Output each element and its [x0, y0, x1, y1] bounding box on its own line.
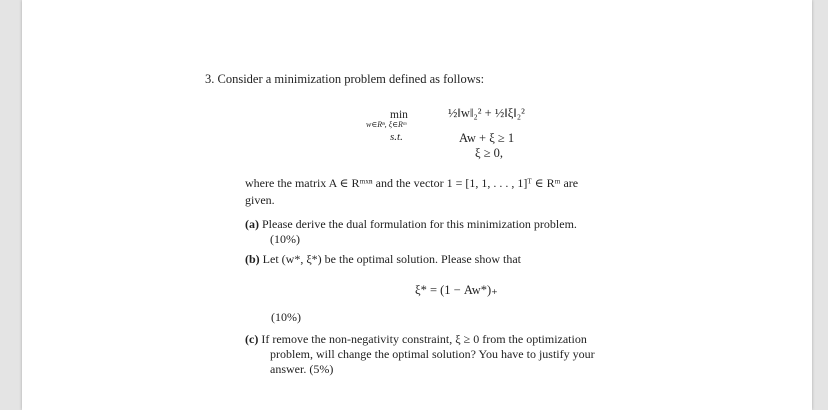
subject-to-label: s.t.	[390, 131, 403, 143]
part-b	[245, 252, 655, 267]
description-line-2: given.	[245, 193, 275, 207]
question-title: 3. Consider a minimization problem defined as follows:	[205, 72, 485, 86]
part-b-points: (10%)	[271, 310, 301, 324]
description-line-1: where the matrix A ∈ Rᵐˣⁿ and the vector 1 = [1, 1, . . . , 1]ᵀ ∈ Rᵐ are	[245, 176, 579, 190]
objective-function: ½‖w‖₂² + ½‖ξ‖₂²	[448, 106, 525, 120]
part-b-label: (b)	[245, 252, 260, 266]
min-operator: min	[390, 109, 408, 121]
part-c-text-line-3: answer. (5%)	[270, 362, 334, 376]
part-c-text-line-1: If remove the non-negativity constraint, ξ ≥ 0 from the optimization	[261, 332, 587, 346]
part-a-points: (10%)	[270, 232, 300, 246]
part-a-text: Please derive the dual formulation for this minimization problem.	[262, 217, 577, 231]
part-a-label: (a)	[245, 217, 259, 231]
part-b-equation: ξ* = (1 − Aw*)₊	[415, 283, 498, 297]
part-c-label: (c)	[245, 332, 259, 346]
constraint-1: Aw + ξ ≥ 1	[459, 131, 515, 145]
constraint-2: ξ ≥ 0,	[475, 146, 504, 160]
part-a	[245, 217, 655, 247]
min-subscript: w∈Rⁿ, ξ∈Rᵐ	[366, 120, 407, 129]
part-c	[245, 332, 655, 377]
document-page	[22, 0, 812, 410]
part-b-text: Let (w*, ξ*) be the optimal solution. Please show that	[262, 252, 521, 266]
part-c-text-line-2: problem, will change the optimal solution? You have to justify your	[270, 347, 595, 361]
problem-description	[245, 175, 665, 209]
